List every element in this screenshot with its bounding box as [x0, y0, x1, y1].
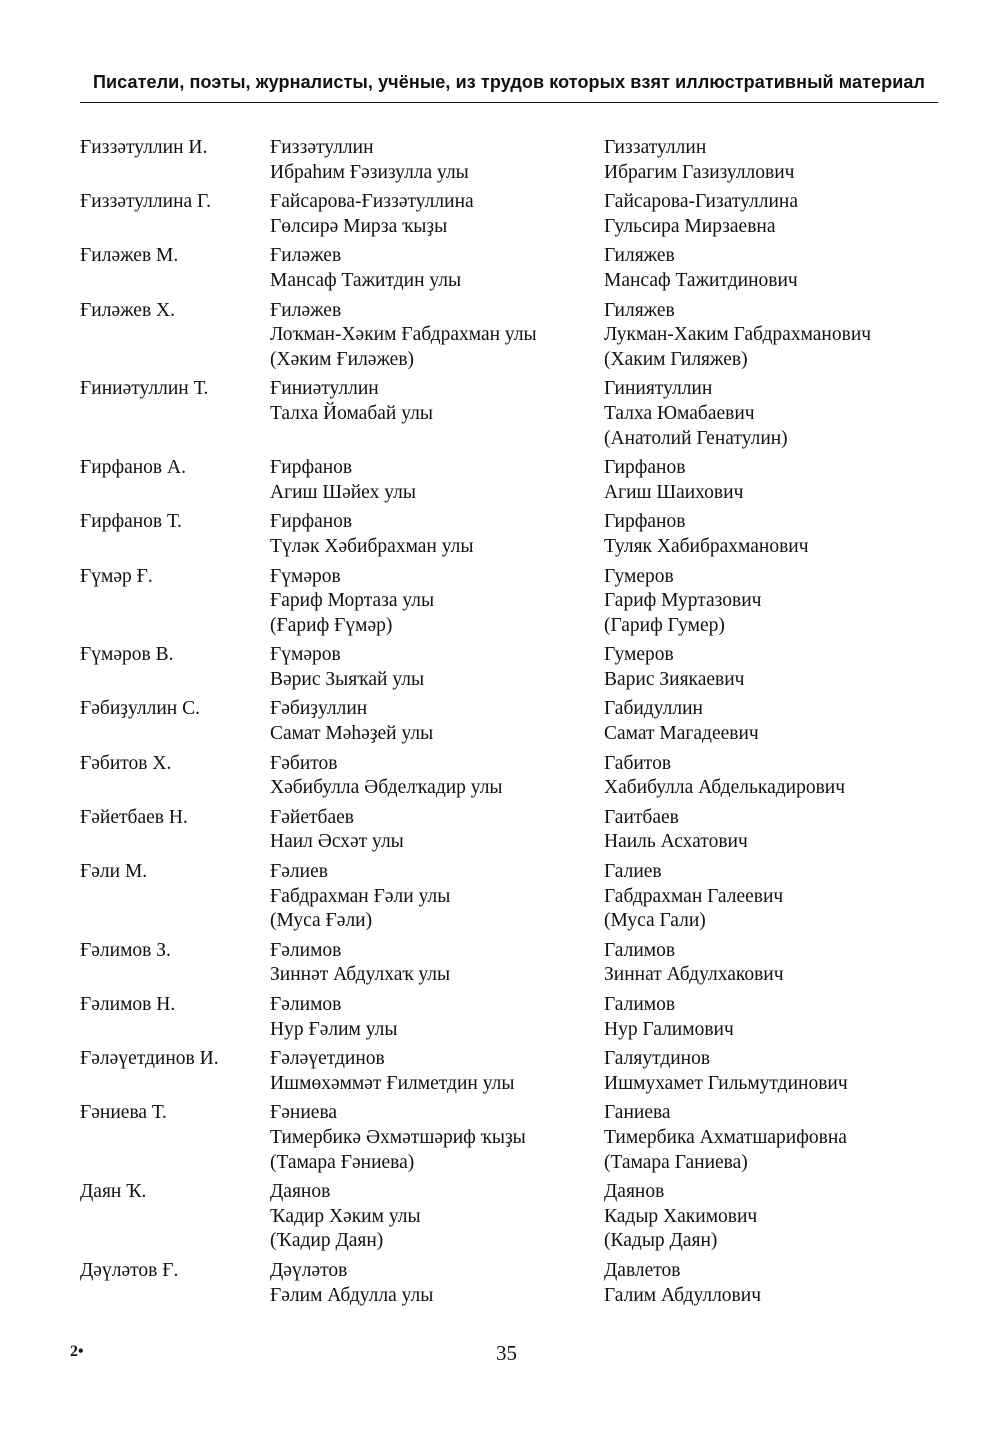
russian-name-line: Гиляжев: [604, 245, 675, 267]
tatar-full-name: [270, 1047, 604, 1096]
short-name: Ғәбитов Х.: [80, 752, 172, 774]
russian-full-name: [604, 993, 734, 1042]
tatar-name-line: Хәбибулла Әбделҡадир улы: [270, 777, 503, 799]
tatar-name-line: Ғәлиев: [270, 861, 328, 883]
russian-name-line: Варис Зиякаевич: [604, 668, 745, 690]
short-name: Дәүләтов Ғ.: [80, 1259, 179, 1281]
tatar-full-name: [270, 456, 604, 505]
short-name: Ғәйетбаев Н.: [80, 806, 188, 828]
russian-name-line: Тимербика Ахматшарифовна: [604, 1126, 847, 1148]
russian-full-name: [604, 1259, 761, 1308]
tatar-name-line: (Муса Ғәли): [270, 910, 373, 932]
short-name: Ғиләжев М.: [80, 245, 179, 267]
tatar-name-line: Ибраһим Ғәзизулла улы: [270, 161, 469, 183]
author-entry: [80, 993, 960, 1042]
tatar-full-name: [270, 299, 604, 373]
russian-full-name: [604, 565, 761, 639]
tatar-name-line: Ғүмәров: [270, 565, 341, 587]
russian-name-line: (Анатолий Генатулин): [604, 427, 788, 449]
russian-full-name: [604, 643, 745, 692]
russian-name-line: Давлетов: [604, 1259, 681, 1281]
author-entry: [80, 1101, 960, 1175]
tatar-name-line: Лоҡман-Хәким Ғабдрахман улы: [270, 324, 537, 346]
russian-name-line: Гаитбаев: [604, 806, 679, 828]
author-entry: [80, 806, 960, 855]
tatar-full-name: [270, 1180, 604, 1254]
russian-name-line: Хабибулла Абделькадирович: [604, 777, 846, 799]
russian-name-line: Гайсарова-Гизатуллина: [604, 191, 798, 213]
tatar-full-name: [270, 377, 604, 451]
tatar-name-line: Самат Мәһәҙей улы: [270, 723, 434, 745]
tatar-name-line: Түләк Хәбибрахман улы: [270, 535, 474, 557]
short-name: Ғирфанов Т.: [80, 511, 182, 533]
russian-name-line: Галим Абдуллович: [604, 1284, 761, 1306]
short-name: Ғәлимов З.: [80, 939, 171, 961]
author-entry: [80, 510, 960, 559]
russian-full-name: [604, 299, 871, 373]
tatar-full-name: [270, 510, 604, 559]
author-entry: [80, 299, 960, 373]
russian-full-name: [604, 136, 795, 185]
russian-name-line: Габитов: [604, 752, 672, 774]
header-rule: [80, 102, 938, 103]
short-name: Ғирфанов А.: [80, 457, 186, 479]
tatar-name-line: Нур Ғәлим улы: [270, 1018, 398, 1040]
russian-full-name: [604, 190, 798, 239]
russian-full-name: [604, 939, 784, 988]
tatar-full-name: [270, 939, 604, 988]
russian-name-line: Талха Юмабаевич: [604, 402, 755, 424]
tatar-name-line: Ғәлим Абдулла улы: [270, 1284, 434, 1306]
russian-full-name: [604, 456, 743, 505]
russian-name-line: Гирфанов: [604, 511, 686, 533]
tatar-full-name: [270, 697, 604, 746]
short-name: Ғәли М.: [80, 861, 148, 883]
short-name: Ғиләжев Х.: [80, 299, 176, 321]
short-name: Даян Ҡ.: [80, 1181, 147, 1203]
russian-full-name: [604, 1101, 847, 1175]
russian-name-line: Даянов: [604, 1181, 665, 1203]
russian-name-line: Гульсира Мирзаевна: [604, 215, 776, 237]
russian-name-line: Самат Магадеевич: [604, 723, 759, 745]
tatar-name-line: Ғиниәтуллин: [270, 378, 379, 400]
tatar-name-line: Ғәйетбаев: [270, 806, 354, 828]
russian-full-name: [604, 860, 783, 934]
russian-name-line: Зиннат Абдулхакович: [604, 964, 784, 986]
russian-name-line: Галимов: [604, 939, 676, 961]
tatar-name-line: Ғиләжев: [270, 245, 342, 267]
tatar-name-line: Ғәбиҙуллин: [270, 698, 368, 720]
russian-name-line: Габдрахман Галеевич: [604, 885, 784, 907]
russian-name-line: Ишмухамет Гильмутдинович: [604, 1072, 848, 1094]
short-name: Ғиниәтуллин Т.: [80, 378, 209, 400]
russian-name-line: Кадыр Хакимович: [604, 1205, 758, 1227]
tatar-name-line: (Ғариф Ғүмәр): [270, 614, 393, 636]
tatar-name-line: Ғирфанов: [270, 457, 353, 479]
tatar-full-name: [270, 1101, 604, 1175]
short-name: Ғүмәров В.: [80, 644, 174, 666]
tatar-name-line: Вәрис Зыяҡай улы: [270, 668, 425, 690]
author-entry: [80, 752, 960, 801]
author-entry: [80, 939, 960, 988]
tatar-name-line: Ғиләжев: [270, 299, 342, 321]
russian-name-line: Нур Галимович: [604, 1018, 734, 1040]
tatar-name-line: Ғәниева: [270, 1102, 338, 1124]
tatar-full-name: [270, 643, 604, 692]
tatar-name-line: Гөлсирә Мирза ҡыҙы: [270, 215, 448, 237]
russian-full-name: [604, 1180, 757, 1254]
tatar-name-line: Ғайсарова-Ғиззәтуллина: [270, 191, 474, 213]
author-entry: [80, 136, 960, 185]
margin-mark: 2•: [70, 1343, 84, 1360]
short-name: Ғүмәр Ғ.: [80, 565, 153, 587]
russian-full-name: [604, 377, 788, 451]
tatar-name-line: Дәүләтов: [270, 1259, 348, 1281]
author-entry: [80, 697, 960, 746]
russian-name-line: Гиниятуллин: [604, 378, 713, 400]
russian-full-name: [604, 697, 759, 746]
short-name: Ғәләүетдинов И.: [80, 1048, 219, 1070]
russian-name-line: (Тамара Ганиева): [604, 1151, 748, 1173]
russian-full-name: [604, 806, 748, 855]
russian-name-line: Наиль Асхатович: [604, 831, 748, 853]
tatar-name-line: Ишмөхәммәт Ғилметдин улы: [270, 1072, 515, 1094]
russian-name-line: (Гариф Гумер): [604, 614, 725, 636]
tatar-name-line: Ғабдрахман Ғәли улы: [270, 885, 451, 907]
tatar-full-name: [270, 190, 604, 239]
tatar-name-line: Ғариф Мортаза улы: [270, 590, 435, 612]
russian-name-line: Галимов: [604, 994, 676, 1015]
author-entry: [80, 1047, 960, 1096]
russian-name-line: Гиляжев: [604, 299, 675, 321]
russian-name-line: Ибрагим Газизуллович: [604, 161, 795, 183]
russian-full-name: [604, 1047, 848, 1096]
russian-name-line: (Муса Гали): [604, 910, 706, 932]
tatar-name-line: Даянов: [270, 1181, 331, 1203]
tatar-full-name: [270, 136, 604, 185]
russian-full-name: [604, 510, 809, 559]
russian-name-line: Галиев: [604, 861, 662, 883]
author-entry: [80, 1180, 960, 1254]
tatar-name-line: Талха Йомабай улы: [270, 402, 433, 424]
author-list: [80, 136, 960, 1313]
page-header: Писатели, поэты, журналисты, учёные, из трудов которых взят иллюстративный материал: [92, 72, 926, 92]
tatar-name-line: Ғәләүетдинов: [270, 1048, 385, 1070]
tatar-full-name: [270, 993, 604, 1042]
russian-name-line: Гумеров: [604, 644, 674, 666]
tatar-name-line: Ғәлимов: [270, 994, 342, 1015]
short-name: Ғәниева Т.: [80, 1102, 167, 1124]
author-entry: [80, 377, 960, 451]
tatar-full-name: [270, 1259, 604, 1308]
tatar-name-line: Ғүмәров: [270, 644, 341, 666]
russian-name-line: Агиш Шаихович: [604, 481, 744, 503]
russian-full-name: [604, 244, 798, 293]
russian-name-line: Гумеров: [604, 565, 674, 587]
russian-name-line: Мансаф Тажитдинович: [604, 269, 798, 291]
tatar-name-line: (Тамара Ғәниева): [270, 1151, 415, 1173]
author-entry: [80, 456, 960, 505]
short-name: Ғәлимов Н.: [80, 994, 176, 1015]
tatar-full-name: [270, 565, 604, 639]
tatar-name-line: Ғәлимов: [270, 939, 342, 961]
author-entry: [80, 565, 960, 639]
short-name: Ғиззәтуллин И.: [80, 137, 208, 158]
tatar-name-line: (Ҡадир Даян): [270, 1230, 384, 1252]
tatar-name-line: Агиш Шәйех улы: [270, 481, 416, 503]
author-entry: [80, 244, 960, 293]
tatar-name-line: Ғиззәтуллин: [270, 137, 374, 158]
russian-name-line: Гирфанов: [604, 457, 686, 479]
author-entry: [80, 1259, 960, 1308]
russian-name-line: Галяутдинов: [604, 1048, 711, 1070]
russian-name-line: Лукман-Хаким Габдрахманович: [604, 324, 872, 346]
russian-name-line: (Хаким Гиляжев): [604, 348, 748, 370]
russian-name-line: Гариф Муртазович: [604, 590, 762, 612]
author-entry: [80, 190, 960, 239]
tatar-full-name: [270, 860, 604, 934]
tatar-name-line: Наил Әсхәт улы: [270, 831, 404, 853]
tatar-name-line: Зиннәт Абдулхаҡ улы: [270, 964, 451, 986]
page-number: 35: [496, 1341, 517, 1365]
russian-full-name: [604, 752, 845, 801]
short-name: Ғиззәтуллина Г.: [80, 191, 211, 213]
tatar-full-name: [270, 752, 604, 801]
tatar-name-line: Ғәбитов: [270, 752, 338, 774]
short-name: Ғәбиҙуллин С.: [80, 698, 200, 720]
russian-name-line: Габидуллин: [604, 698, 703, 720]
tatar-full-name: [270, 244, 604, 293]
russian-name-line: Туляк Хабибрахманович: [604, 535, 809, 557]
tatar-full-name: [270, 806, 604, 855]
tatar-name-line: Ғирфанов: [270, 511, 353, 533]
tatar-name-line: Тимербикә Әхмәтшәриф ҡыҙы: [270, 1126, 526, 1148]
russian-name-line: Гиззатуллин: [604, 137, 707, 158]
tatar-name-line: (Хәким Ғиләжев): [270, 348, 415, 370]
tatar-name-line: Ҡадир Хәким улы: [270, 1205, 421, 1227]
russian-name-line: Ганиева: [604, 1102, 671, 1124]
author-entry: [80, 860, 960, 934]
russian-name-line: (Кадыр Даян): [604, 1230, 718, 1252]
author-entry: [80, 643, 960, 692]
tatar-name-line: Мансаф Тажитдин улы: [270, 269, 462, 291]
